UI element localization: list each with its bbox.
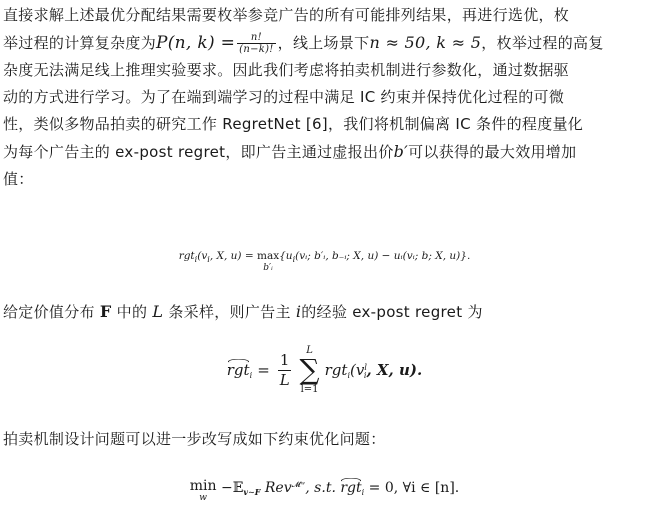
paragraph-1-line-2-text-mid: ，线上场景下 [277,34,370,52]
eq1-max-under: b′ᵢ [263,263,273,273]
paragraph-1-line-4: 动的方式进行学习。为了在端到端学习的过程中满足 IC 约束并保持优化过程的可微 [3,88,565,106]
eq2-equals: = [257,361,270,379]
online-params: n ≈ 50, k ≈ 5 [369,33,482,52]
eq2-lhs-hat: rgt [226,360,250,379]
paragraph-1-line-3: 杂度无法满足线上推理实验要求。因此我们考虑将拍卖机制进行参数化，通过数据驱 [3,61,570,79]
paragraph-1-line-5: 性，类似多物品拍卖的研究工作 RegretNet [6]，我们将机制偏离 IC 条件的程度量化 [3,115,584,133]
paragraph-1-line-7: 值： [3,170,34,188]
eq3-condition: = 0, ∀i ∈ [n]. [368,480,460,496]
paragraph-2-line-1 [3,298,643,326]
eq2-lhs-sub: i [249,370,253,380]
eq2-summation [300,345,320,395]
eq3-revenue: Rev [264,480,292,496]
eq3-regret-sub: i [361,488,365,497]
value-distribution-symbol: F [99,302,112,321]
eq3-min-label: min [189,478,217,494]
paragraph-2-text-post: 的经验 ex-post regret 为 [301,303,483,321]
paragraph-2-text-mid1: 中的 [116,303,148,321]
equation-constrained-optimization [0,480,649,504]
advertiser-index-symbol: i [295,302,302,321]
misreport-bid-var: b′ [393,142,409,161]
eq1-max-label: max [256,250,280,262]
paragraph-1 [3,2,643,193]
paragraph-1-line-6 [3,138,643,166]
eq3-min-operator [190,480,217,504]
paragraph-2-text-pre: 给定价值分布 [3,303,95,321]
eq2-fraction-numerator: 1 [279,350,290,369]
eq3-minus: − [220,480,233,496]
paragraph-3 [3,426,643,453]
paragraph-1-line-6-text-post: 可以获得的最大效用增加 [408,143,577,161]
eq1-max-operator [257,250,279,274]
eq3-expectation: 𝔼 [232,480,244,496]
sum-icon: ∑ [299,353,320,386]
eq1-lhs-args-sub: i [207,255,210,264]
eq1-lhs: rgt [178,250,195,262]
eq2-lhs-group [227,361,252,380]
eq3-subject-to: , s.t. [305,480,336,496]
equation-empirical-regret [0,345,649,405]
eq1-lhs-args: (v [197,250,208,262]
eq3-revenue-sup: 𝓜ʷ [291,480,306,489]
eq2-body-args: (v [350,360,365,379]
eq1-body-rest: (vᵢ; b′ᵢ, b₋ᵢ; X, u) − uᵢ(vᵢ; b; X, u)}. [295,250,471,262]
eq1-lhs-args-rest: , X, u) = [209,250,254,262]
sample-count-symbol: L [152,302,164,321]
eq1-lhs-sub: i [194,255,198,264]
equation-regret-definition [0,250,649,274]
permutation-fraction-denominator: (n−k)! [239,44,274,55]
eq2-body-group [325,361,423,380]
paragraph-1-line-2-text-post: ，枚举过程的高复 [481,34,604,52]
permutation-formula-lhs: P(n, k) = [156,33,236,53]
eq2-body-sub: i [347,370,351,380]
paragraph-2-text-mid2: 条采样，则广告主 [168,303,291,321]
eq2-fraction [278,351,292,390]
paragraph-3-line-1: 拍卖机制设计问题可以进一步改写成如下约束优化问题： [3,430,386,448]
eq2-fraction-denominator: L [279,370,290,389]
paragraph-1-line-2 [3,29,643,57]
eq2-body-args-sup: l [364,362,367,372]
permutation-fraction-numerator: n! [237,32,276,44]
eq3-regret-hat: rgt [340,480,362,496]
eq2-body: rgt [324,360,348,379]
eq1-body-sub: i [292,255,296,264]
paragraph-2 [3,298,643,326]
permutation-fraction [237,32,276,55]
paragraph-1-line-2-text-pre: 举过程的计算复杂度为 [3,34,157,52]
paragraph-1-line-1: 直接求解上述最优分配结果需要枚举参竞广告的所有可能排列结果，再进行选优，枚 [3,6,570,24]
eq2-body-args-sub: i [363,370,367,380]
eq3-expectation-sub: v∼F [243,487,261,497]
paragraph-1-line-6-text-pre: 为每个广告主的 ex-post regret，即广告主通过虚报出价 [3,143,394,161]
eq3-min-under: w [199,493,207,503]
eq1-body: {u [279,250,293,262]
eq2-sum-upper: L [306,345,313,356]
eq2-sum-lower: l=1 [300,384,319,395]
eq2-body-args-rest: , X, u). [366,360,423,379]
